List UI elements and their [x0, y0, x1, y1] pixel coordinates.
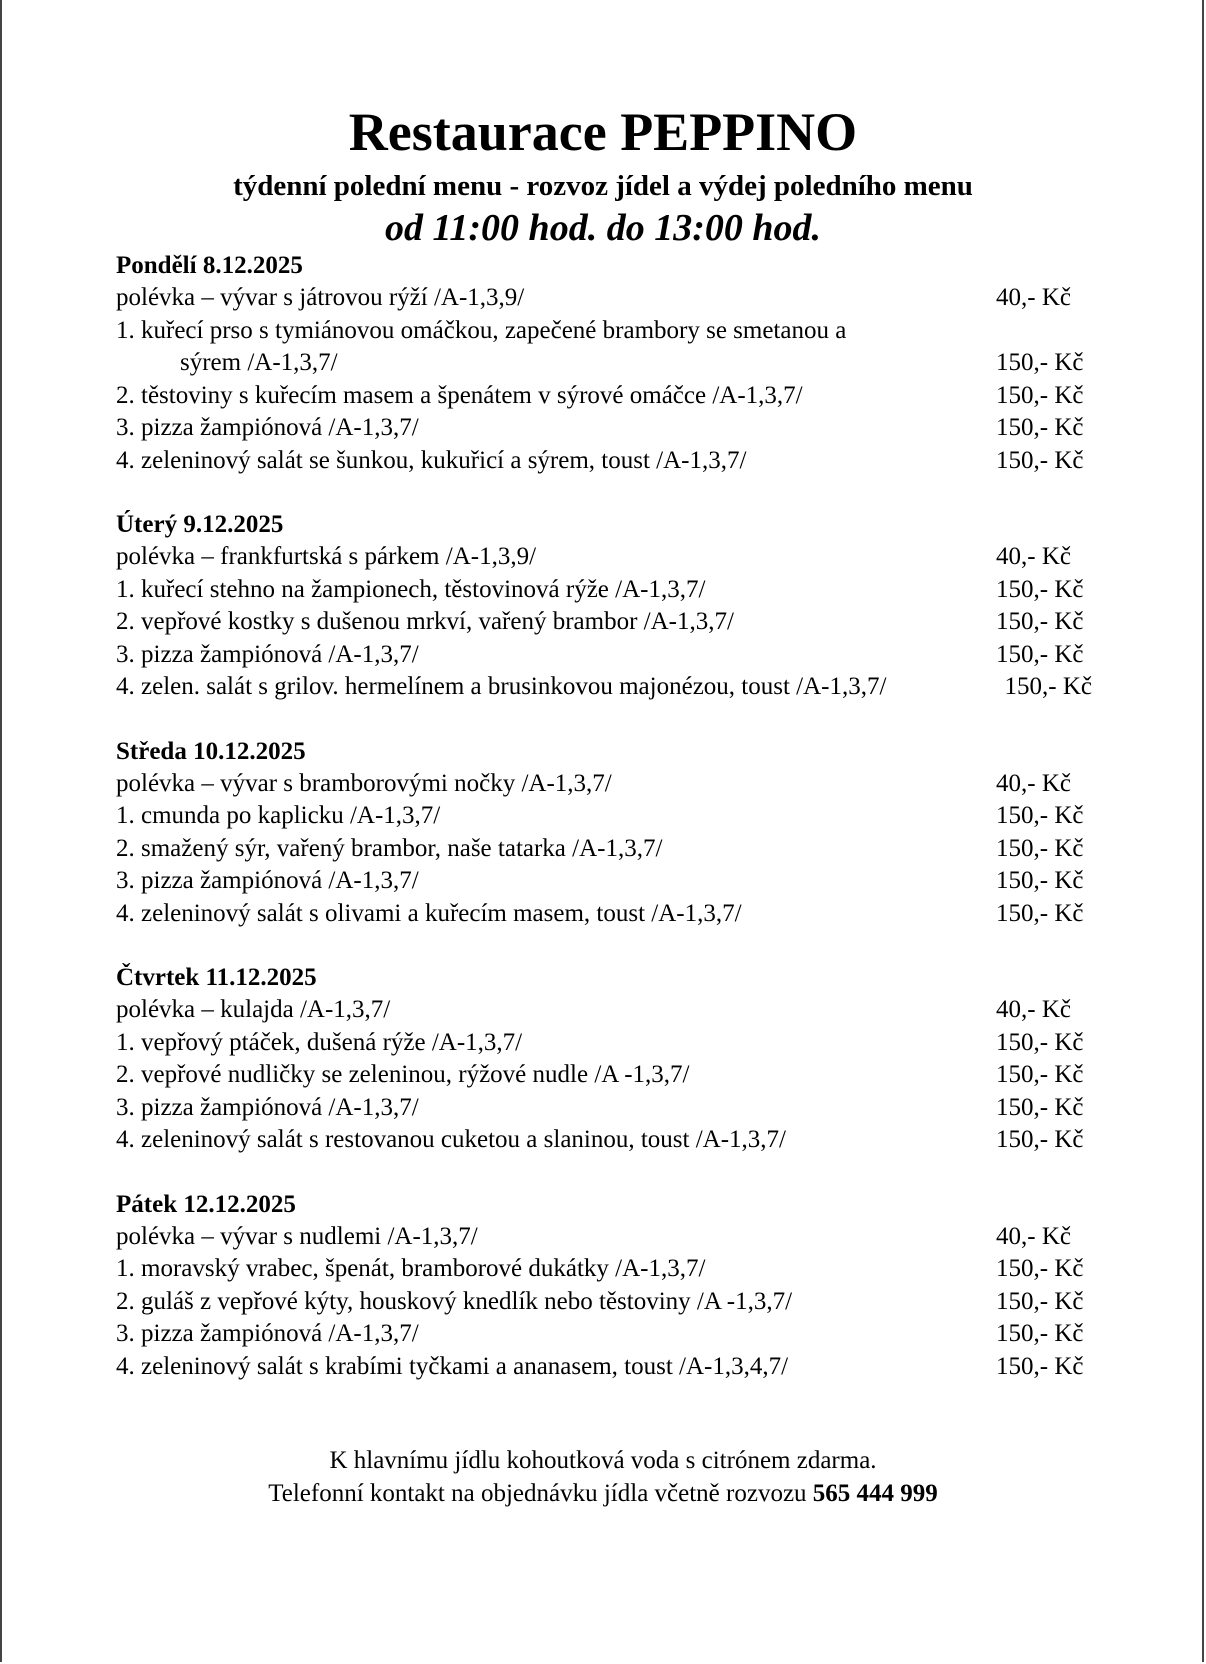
- footer-contact: [0, 1477, 1206, 1510]
- menu-item: [116, 671, 1096, 704]
- day-title: Pondělí 8.12.2025: [116, 252, 303, 279]
- day-title: Pátek 12.12.2025: [116, 1190, 296, 1218]
- dish-name-text: 1. cmunda po kaplicku /A-1,3,7/: [116, 802, 441, 829]
- dish-name: [116, 1253, 1096, 1286]
- dish-name: [116, 1124, 1096, 1157]
- dish-price: 40,- Kč: [996, 769, 1071, 797]
- footer-water-note: K hlavnímu jídlu kohoutková voda s citrónem zdarma.: [329, 1447, 877, 1474]
- dish-name-text: 4. zelen. salát s grilov. hermelínem a brusinkovou majonézou, toust /A-1,3,7/: [116, 673, 887, 700]
- weekly-menu: [116, 250, 1096, 1415]
- dish-name-text: polévka – kulajda /A-1,3,7/: [116, 996, 391, 1023]
- dish-name-text: 1. kuřecí prso s tymiánovou omáčkou, zapečené brambory se smetanou a: [116, 316, 847, 344]
- dish-name-text: 3. pizza žampiónová /A-1,3,7/: [116, 1320, 419, 1347]
- dish-name-text: 4. zeleninový salát se šunkou, kukuřicí a sýrem, toust /A-1,3,7/: [116, 446, 747, 474]
- dish-price: 150,- Kč: [996, 640, 1084, 668]
- dish-name: [116, 1318, 1096, 1351]
- dish-name-text: 2. vepřové kostky s dušenou mrkví, vařený brambor /A-1,3,7/: [116, 608, 734, 635]
- dish-price: 150,- Kč: [996, 899, 1084, 927]
- dish-name: [116, 800, 1096, 833]
- dish-name-text: 1. vepřový ptáček, dušená rýže /A-1,3,7/: [116, 1028, 523, 1056]
- dish-name: [116, 380, 1096, 413]
- menu-item: [116, 606, 1096, 639]
- dish-name: [116, 1221, 1096, 1254]
- dish-name-text: 1. kuřecí stehno na žampionech, těstovinová rýže /A-1,3,7/: [116, 575, 706, 603]
- menu-item: [116, 833, 1096, 866]
- day-section: [116, 509, 1096, 704]
- dish-price: 150,- Kč: [996, 1061, 1084, 1088]
- dish-price: 150,- Kč: [996, 1028, 1084, 1056]
- phone-number: 565 444 999: [812, 1480, 938, 1507]
- dish-price: 150,- Kč: [996, 802, 1084, 829]
- menu-item: [116, 1318, 1096, 1351]
- day-section: [116, 736, 1096, 931]
- dish-name-text: polévka – vývar s bramborovými nočky /A-1,3,7/: [116, 769, 612, 797]
- dish-name-text: 2. těstoviny s kuřecím masem a špenátem v sýrové omáčce /A-1,3,7/: [116, 381, 803, 409]
- dish-name: [116, 315, 1096, 380]
- dish-name-text: 4. zeleninový salát s olivami a kuřecím masem, toust /A-1,3,7/: [116, 899, 742, 927]
- menu-item: [116, 412, 1096, 445]
- menu-item: [116, 800, 1096, 833]
- dish-price: 150,- Kč: [996, 414, 1084, 441]
- soup-item: [116, 994, 1096, 1027]
- dish-name-text: 3. pizza žampiónová /A-1,3,7/: [116, 867, 419, 894]
- dish-name: [116, 994, 1096, 1027]
- dish-price: 150,- Kč: [996, 1255, 1084, 1282]
- dish-name: [116, 1027, 1096, 1060]
- dish-price: 150,- Kč: [996, 349, 1084, 376]
- dish-price: 150,- Kč: [996, 1352, 1084, 1380]
- page-title: Restaurace PEPPINO: [348, 102, 858, 162]
- dish-name-text: 1. moravský vrabec, špenát, bramborové dukátky /A-1,3,7/: [116, 1255, 706, 1282]
- dish-price: 150,- Kč: [996, 1287, 1084, 1315]
- menu-item: [116, 865, 1096, 898]
- day-section: [116, 1189, 1096, 1384]
- dish-name: [116, 865, 1096, 898]
- menu-item: [116, 1124, 1096, 1157]
- dish-price: 150,- Kč: [996, 1126, 1084, 1153]
- dish-price: 150,- Kč: [996, 834, 1084, 862]
- footer-contact-text: Telefonní kontakt na objednávku jídla včetně rozvozu: [268, 1480, 813, 1507]
- day-section: [116, 250, 1096, 477]
- dish-name-continuation: sýrem /A-1,3,7/: [180, 349, 338, 376]
- dish-price: 150,- Kč: [996, 381, 1084, 409]
- soup-item: [116, 541, 1096, 574]
- dish-name: [116, 768, 1096, 801]
- soup-item: [116, 768, 1096, 801]
- menu-item: [116, 1027, 1096, 1060]
- dish-price: 150,- Kč: [996, 867, 1084, 894]
- footer: [0, 1444, 1206, 1510]
- dish-name: [116, 282, 1096, 315]
- day-title: Úterý 9.12.2025: [116, 511, 284, 538]
- menu-item: [116, 1351, 1096, 1384]
- menu-item: [116, 898, 1096, 931]
- menu-item: [116, 1092, 1096, 1125]
- dish-name: [116, 412, 1096, 445]
- menu-item: [116, 445, 1096, 478]
- dish-price: 150,- Kč: [996, 608, 1084, 635]
- dish-name: [116, 671, 1102, 704]
- dish-name-text: 2. smažený sýr, vařený brambor, naše tatarka /A-1,3,7/: [116, 834, 663, 862]
- day-title: Čtvrtek 11.12.2025: [116, 964, 317, 991]
- dish-name: [116, 639, 1096, 672]
- dish-name-text: polévka – frankfurtská s párkem /A-1,3,9/: [116, 543, 537, 570]
- dish-price: 150,- Kč: [996, 1320, 1084, 1347]
- dish-name-text: 3. pizza žampiónová /A-1,3,7/: [116, 1093, 419, 1121]
- dish-name: [116, 606, 1096, 639]
- dish-name-text: 3. pizza žampiónová /A-1,3,7/: [116, 640, 419, 668]
- menu-item: [116, 1253, 1096, 1286]
- menu-item: [116, 1059, 1096, 1092]
- dish-name-text: 2. guláš z vepřové kýty, houskový knedlík nebo těstoviny /A -1,3,7/: [116, 1287, 793, 1315]
- dish-name: [116, 1092, 1096, 1125]
- dish-name: [116, 1286, 1096, 1319]
- dish-name: [116, 574, 1096, 607]
- dish-name: [116, 1059, 1096, 1092]
- dish-name-text: 4. zeleninový salát s restovanou cuketou a slaninou, toust /A-1,3,7/: [116, 1126, 787, 1153]
- dish-price: 150,- Kč: [996, 575, 1084, 603]
- dish-name-text: 4. zeleninový salát s krabími tyčkami a ananasem, toust /A-1,3,4,7/: [116, 1352, 789, 1380]
- dish-name-text: 2. vepřové nudličky se zeleninou, rýžové nudle /A -1,3,7/: [116, 1061, 690, 1088]
- page-subtitle: týdenní polední menu - rozvoz jídel a výdej poledního menu: [233, 170, 973, 202]
- day-title: Středa 10.12.2025: [116, 737, 306, 765]
- menu-item: [116, 639, 1096, 672]
- dish-name: [116, 1351, 1096, 1384]
- dish-name: [116, 445, 1096, 478]
- dish-price: 150,- Kč: [1004, 673, 1092, 700]
- menu-item: [116, 574, 1096, 607]
- menu-item: [116, 315, 1096, 380]
- menu-item: [116, 1286, 1096, 1319]
- dish-name: [116, 833, 1096, 866]
- soup-item: [116, 282, 1096, 315]
- dish-name-text: polévka – vývar s nudlemi /A-1,3,7/: [116, 1222, 478, 1250]
- dish-name-text: 3. pizza žampiónová /A-1,3,7/: [116, 414, 419, 441]
- dish-name: [116, 898, 1096, 931]
- serving-hours: od 11:00 hod. do 13:00 hod.: [385, 207, 821, 249]
- soup-item: [116, 1221, 1096, 1254]
- dish-price: 40,- Kč: [996, 284, 1071, 311]
- dish-price: 150,- Kč: [996, 1093, 1084, 1121]
- dish-price: 40,- Kč: [996, 1222, 1071, 1250]
- dish-name-text: polévka – vývar s játrovou rýží /A-1,3,9/: [116, 284, 525, 311]
- day-section: [116, 962, 1096, 1157]
- menu-item: [116, 380, 1096, 413]
- dish-price: 150,- Kč: [996, 446, 1084, 474]
- dish-price: 40,- Kč: [996, 996, 1071, 1023]
- dish-price: 40,- Kč: [996, 543, 1071, 570]
- dish-name: [116, 541, 1096, 574]
